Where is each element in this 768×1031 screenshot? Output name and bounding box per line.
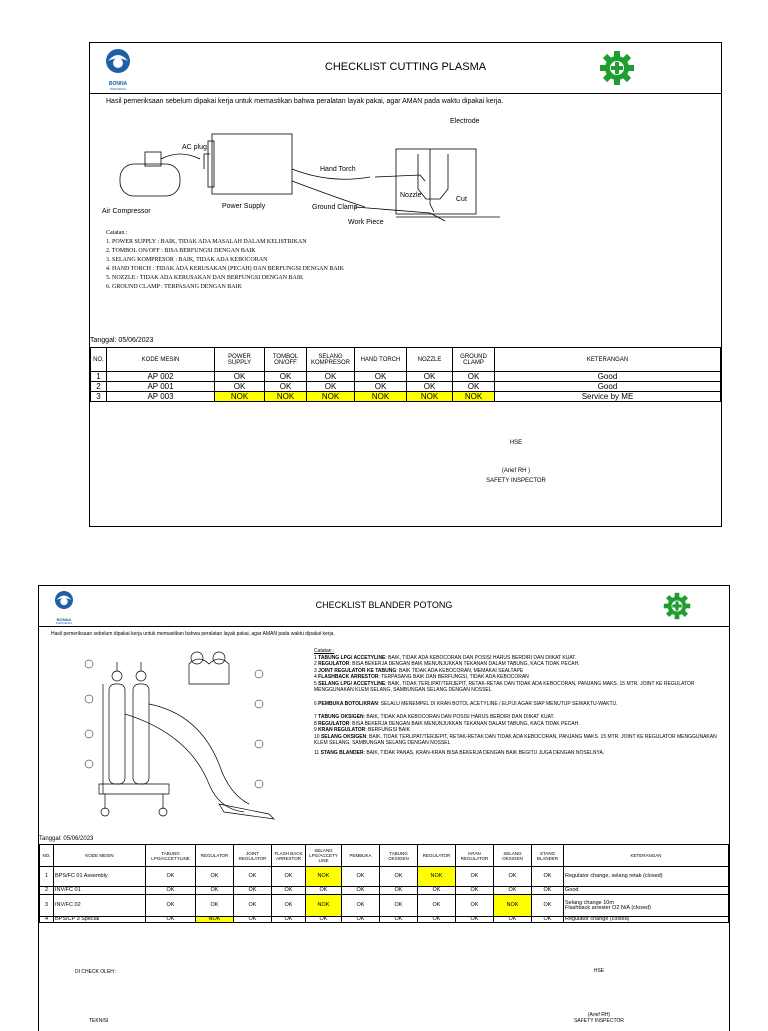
status-cell: OK [307,372,355,382]
machine-code: BPS/FC 01 Assembly [54,867,146,887]
status-cell: OK [532,887,564,895]
remarks-cell: Regulator change, selang retak (closed) [564,867,729,887]
column-header: STANG BLANDER [532,845,564,867]
status-cell: OK [453,382,495,392]
note-item: 6 PEMBUKA BOTOL/KRAN: SELALU MENEMPEL DI KRAN BOTOL ACETYLINE / ELPIJI AGAR SIAP MENUTUP SEWAKTU-WAKTU. [314,700,618,707]
remarks-cell: Regulator change (closed) [564,917,729,923]
status-cell: OK [342,887,380,895]
column-header: TABUNG OKSIGEN [380,845,418,867]
remarks-cell: Good [495,372,721,382]
column-header: FLASH BACK ARRESTOR [272,845,306,867]
safety-gear-icon [599,50,635,91]
status-cell: OK [494,867,532,887]
status-cell: OK [380,867,418,887]
note-item: 5 SELANG LPG/ ACCETYLINE: BAIK, TIDAK TERLIPAT/TERJEPIT, RETAK-RETAK DAN TIDAK ADA KEBOCORAN, PANJANG MAKS. 15 MTR. JOINT KE REGULATOR MENGGUNAKAN KLEM SELANG, SAMBUNGAN SELANG DENGAN NOSSEL [314,680,695,693]
intro-text: Hasil pemeriksaan sebelum dipakai kerja untuk memastikan bahwa peralatan layak pakai, agar AMAN pada waktu dipakai kerja. [106,98,504,105]
status-cell: OK [355,382,407,392]
status-cell: OK [146,887,196,895]
sig-dept: HSE [593,968,605,974]
row-number: 3 [40,895,54,917]
page-title: CHECKLIST CUTTING PLASMA [324,61,487,73]
note-item: 1 TABUNG LPG/ ACCETYLINE: BAIK, TIDAK ADA KEBOCORAN DAN POSISI HARUS BERDIRI DAN DIIKAT KUAT. [314,654,577,661]
table-header-row [91,348,721,372]
note-item: 8 REGULATOR: BISA BEKERJA DENGAN BAIK MENUNJUKKAN TEKANAN DALAM TABUNG, KACA TIDAK PECAH. [314,720,580,727]
sig-dept: HSE [509,440,523,446]
machine-code: AP 003 [107,392,215,402]
diagram-label-ground-clamp: Ground Clamp [312,204,358,211]
row-number: 1 [40,867,54,887]
note-item: 2. TOMBOL ON/OFF : BISA BERFUNGSI DENGAN BAIK [106,248,256,254]
column-header: PEMBUKA [342,845,380,867]
status-cell: OK [456,917,494,923]
status-cell: OK [265,382,307,392]
notes-title: Catatan : [106,230,128,236]
status-cell: OK [265,372,307,382]
status-cell: NOK [306,895,342,917]
status-cell: OK [494,887,532,895]
status-cell: OK [146,917,196,923]
status-cell: OK [196,887,234,895]
status-cell: NOK [265,392,307,402]
status-cell: NOK [494,895,532,917]
note-item: 5. NOZZLE : TIDAK ADA KERUSAKAN DAN BERFUNGSI DENGAN BAIK [106,275,304,281]
column-header: SELANG OKSIGEN [494,845,532,867]
note-item: 3. SELANG KOMPRESOR : BAIK, TIDAK ADA KEBOCORAN [106,257,268,263]
status-cell: OK [355,372,407,382]
status-cell: OK [272,867,306,887]
status-cell: OK [407,372,453,382]
status-cell: OK [272,895,306,917]
logo-subtext: INDONESIA [55,621,73,625]
signature-block [466,435,566,487]
status-cell: OK [196,867,234,887]
note-item: 6. GROUND CLAMP : TERPASANG DENGAN BAIK [106,284,242,290]
status-cell: OK [146,867,196,887]
status-cell: OK [494,917,532,923]
row-number: 2 [40,887,54,895]
column-header: POWER SUPPLY [215,348,265,372]
machine-code: INV/FC 02 [54,895,146,917]
intro-text: Hasil pemeriksaan sebelum dipakai kerja untuk memastikan bahwa peralatan layak pakai, agar AMAN pada waktu dipakai kerja. [51,631,335,637]
machine-code: BPS/CP 3 Special [54,917,146,923]
table-row [40,917,729,923]
status-cell: OK [456,887,494,895]
diagram-label-hand-torch: Hand Torch [320,166,356,173]
column-header: JOINT REGULATOR [234,845,272,867]
diagram-label-power-supply: Power Supply [222,203,266,210]
column-header: KODE MESIN [107,348,215,372]
status-cell: NOK [215,392,265,402]
column-header: NO. [40,845,54,867]
remarks-cell: Good [564,887,729,895]
page-title: CHECKLIST BLANDER POTONG [315,600,453,610]
blander-checklist-sheet [38,585,730,1031]
notes-block [106,229,344,292]
status-cell: OK [342,895,380,917]
status-cell: OK [196,895,234,917]
status-cell: OK [418,917,456,923]
status-cell: OK [342,867,380,887]
notes-block [314,648,724,756]
status-cell: OK [234,887,272,895]
remarks-cell: Selang change 10m Flashback arrester O2 N/A (closed) [564,895,729,917]
column-header: KETERANGAN [495,348,721,372]
diagram-label-ac-plug: AC plug [182,144,207,151]
remarks-cell: Good [495,382,721,392]
diagram-label-nozzle: Nozzle [400,192,422,199]
sig-title: SAFETY INSPECTOR [486,478,546,484]
status-cell: OK [407,382,453,392]
status-cell: OK [380,895,418,917]
sheet-header [90,43,721,94]
sig-title: SAFETY INSPECTOR [574,1018,624,1024]
table-row [91,372,721,382]
status-cell: OK [146,895,196,917]
status-cell: OK [307,382,355,392]
diagram-label-work-piece: Work Piece [348,219,384,226]
inspection-date: Tanggal: 05/06/2023 [39,836,94,842]
safety-gear-icon [663,592,691,625]
sig-name: (Arief RH ) [501,468,531,474]
row-number: 2 [91,382,107,392]
status-cell: OK [532,917,564,923]
row-number: 4 [40,917,54,923]
note-item: 4. HAND TORCH : TIDAK ADA KERUSAKAN (PECAH) DAN BERFUNGSI DENGAN BAIK [106,266,345,272]
status-cell: NOK [407,392,453,402]
row-number: 3 [91,392,107,402]
note-item: 1. POWER SUPPLY : BAIK, TIDAK ADA MASALAH DALAM KELISTRIKAN [106,239,307,245]
column-header: REGULATOR [418,845,456,867]
diagram-label-cut: Cut [456,196,467,203]
status-cell: OK [215,372,265,382]
table-row [40,867,729,887]
status-cell: OK [342,917,380,923]
status-cell: NOK [453,392,495,402]
logo-subtext: INDONESIA [109,87,127,91]
table-row [40,887,729,895]
machine-code: INV/FC 01 [54,887,146,895]
blander-diagram [69,644,279,834]
column-header: KODE MESIN [54,845,146,867]
status-cell: NOK [307,392,355,402]
row-number: 1 [91,372,107,382]
status-cell: OK [306,917,342,923]
checker-title: TEKNISI [89,1018,109,1024]
blander-checklist-table [39,844,729,923]
table-row [91,392,721,402]
status-cell: NOK [306,867,342,887]
status-cell: OK [418,895,456,917]
table-header-row [40,845,729,867]
column-header: REGULATOR [196,845,234,867]
status-cell: OK [272,917,306,923]
note-item: 7 TABUNG OKSIGEN: BAIK, TIDAK ADA KEBOCORAN DAN POSISI HARUS BERDIRI DAN DIIKAT KUAT. [314,714,555,720]
note-item: 9 KRAN REGULATOR: BERFUNGSI BAIK [314,727,410,733]
column-header: KRAN REGULATOR [456,845,494,867]
logo-text: BONNA [56,617,72,622]
note-item: 11 STANG BLANDER: BAIK, TIDAK PANAS, KRAN-KRAN BISA BEKERJA DENGAN BAIK BEGITU JUGA DENGAN NOSELNYA. [314,749,605,756]
status-cell: OK [215,382,265,392]
logo-text: BONNA [108,81,128,87]
status-cell: OK [418,887,456,895]
column-header: NO. [91,348,107,372]
status-cell: OK [453,372,495,382]
plasma-diagram [100,109,520,229]
status-cell: OK [234,917,272,923]
column-header: SELANG LPG/ACCETY LINE [306,845,342,867]
machine-code: AP 002 [107,372,215,382]
status-cell: NOK [355,392,407,402]
inspection-date: Tanggal: 05/06/2023 [90,337,154,344]
column-header: TABUNG LPG/ACCETYLINE [146,845,196,867]
status-cell: OK [234,867,272,887]
column-header: TOMBOL ON/OFF [265,348,307,372]
diagram-label-electrode: Electrode [450,118,480,125]
status-cell: OK [234,895,272,917]
status-cell: OK [456,895,494,917]
note-item: 3 JOINT REGULATOR KE TABUNG: BAIK TIDAK ADA KEBOCORAN, MEMAKAI SEALTAPE [314,667,524,674]
table-row [40,895,729,917]
status-cell: OK [532,867,564,887]
column-header: SELANG KOMPRESOR [307,348,355,372]
status-cell: OK [532,895,564,917]
note-item: 2 REGULATOR: BISA BEKERJA DENGAN BAIK MENUNJUKKAN TEKANAN DALAM TABUNG, KACA TIDAK PECAH. [314,661,580,667]
remarks-cell: Service by ME [495,392,721,402]
status-cell: NOK [418,867,456,887]
status-cell: OK [272,887,306,895]
status-cell: OK [380,887,418,895]
status-cell: OK [306,887,342,895]
signature-block [559,968,639,1024]
diagram-label-air-compressor: Air Compressor [102,208,151,215]
plasma-checklist-table [90,347,721,402]
sig-name: (Arief RH) [587,1012,611,1018]
table-row [91,382,721,392]
notes-title: Catatan : [314,648,335,654]
column-header: NOZZLE [407,348,453,372]
checked-by-label: DI CHECK OLEH : [75,969,117,975]
column-header: GROUND CLAMP [453,348,495,372]
status-cell: NOK [196,917,234,923]
note-item: 10 SELANG OKSIGEN: BAIK, TIDAK TERLIPAT/TERJEPIT, RETAK-RETAK DAN TIDAK ADA KEBOCORAN, PANJANG MAKS. 15 MTR. JOINT KE REGULATOR MENGGUNAKAN KLEM SELANG, SAMBUNGAN SELANG DENGAN NOSSEL [314,733,717,746]
column-header: KETERANGAN [564,845,729,867]
sheet-header [39,586,729,627]
column-header: HAND TORCH [355,348,407,372]
note-item: 4 FLASHBACK ARRESTOR: TERPASANG BAIK DAN BERFUNGSI, TIDAK ADA KEBOCORAN [314,674,529,680]
status-cell: OK [380,917,418,923]
machine-code: AP 001 [107,382,215,392]
plasma-checklist-sheet [89,42,722,527]
status-cell: OK [456,867,494,887]
